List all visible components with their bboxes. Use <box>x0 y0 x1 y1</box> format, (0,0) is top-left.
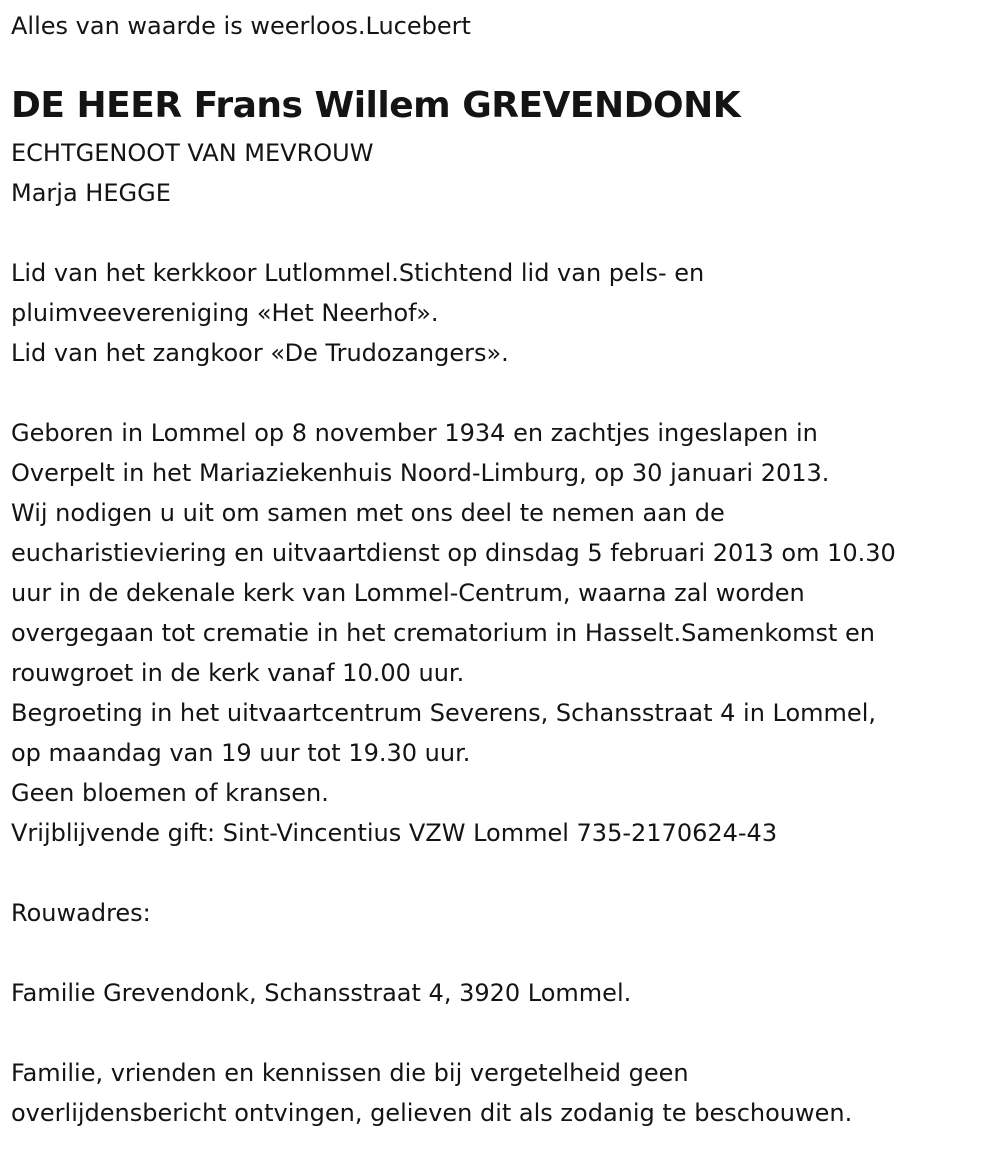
announcement-line: Geen bloemen of kransen. <box>11 779 329 807</box>
membership-line: Lid van het zangkoor «De Trudozangers». <box>11 339 509 367</box>
membership-line: Lid van het kerkkoor Lutlommel.Stichtend lid van pels- en <box>11 259 705 287</box>
mourning-address-block <box>11 973 631 1013</box>
deceased-name: DE HEER Frans Willem GREVENDONK <box>11 85 741 126</box>
closing-line: Familie, vrienden en kennissen die bij vergetelheid geen <box>11 1059 689 1087</box>
announcement-line: eucharistieviering en uitvaartdienst op dinsdag 5 februari 2013 om 10.30 <box>11 539 896 567</box>
closing-block <box>11 1053 852 1133</box>
announcement-line: Overpelt in het Mariaziekenhuis Noord-Limburg, op 30 januari 2013. <box>11 459 830 487</box>
announcement-line: uur in de dekenale kerk van Lommel-Centrum, waarna zal worden <box>11 579 805 607</box>
spouse-block <box>11 133 373 213</box>
announcement-line: Wij nodigen u uit om samen met ons deel te nemen aan de <box>11 499 725 527</box>
announcement-line: rouwgroet in de kerk vanaf 10.00 uur. <box>11 659 465 687</box>
announcement-line: op maandag van 19 uur tot 19.30 uur. <box>11 739 471 767</box>
spouse-title: ECHTGENOOT VAN MEVROUW <box>11 139 374 167</box>
spouse-name: Marja HEGGE <box>11 179 171 207</box>
announcement-line: overgegaan tot crematie in het crematorium in Hasselt.Samenkomst en <box>11 619 875 647</box>
mourning-address: Familie Grevendonk, Schansstraat 4, 3920 Lommel. <box>11 979 632 1007</box>
mourning-address-label-block <box>11 893 151 933</box>
memberships-block <box>11 253 704 373</box>
mourning-address-label: Rouwadres: <box>11 899 151 927</box>
announcement-line: Geboren in Lommel op 8 november 1934 en zachtjes ingeslapen in <box>11 419 818 447</box>
motto-quote: Alles van waarde is weerloos.Lucebert <box>11 12 471 40</box>
announcement-line: Begroeting in het uitvaartcentrum Severens, Schansstraat 4 in Lommel, <box>11 699 876 727</box>
closing-line: overlijdensbericht ontvingen, gelieven dit als zodanig te beschouwen. <box>11 1099 853 1127</box>
announcement-line: Vrijblijvende gift: Sint-Vincentius VZW Lommel 735-2170624-43 <box>11 819 778 847</box>
announcement-block <box>11 413 896 853</box>
membership-line: pluimveevereniging «Het Neerhof». <box>11 299 439 327</box>
